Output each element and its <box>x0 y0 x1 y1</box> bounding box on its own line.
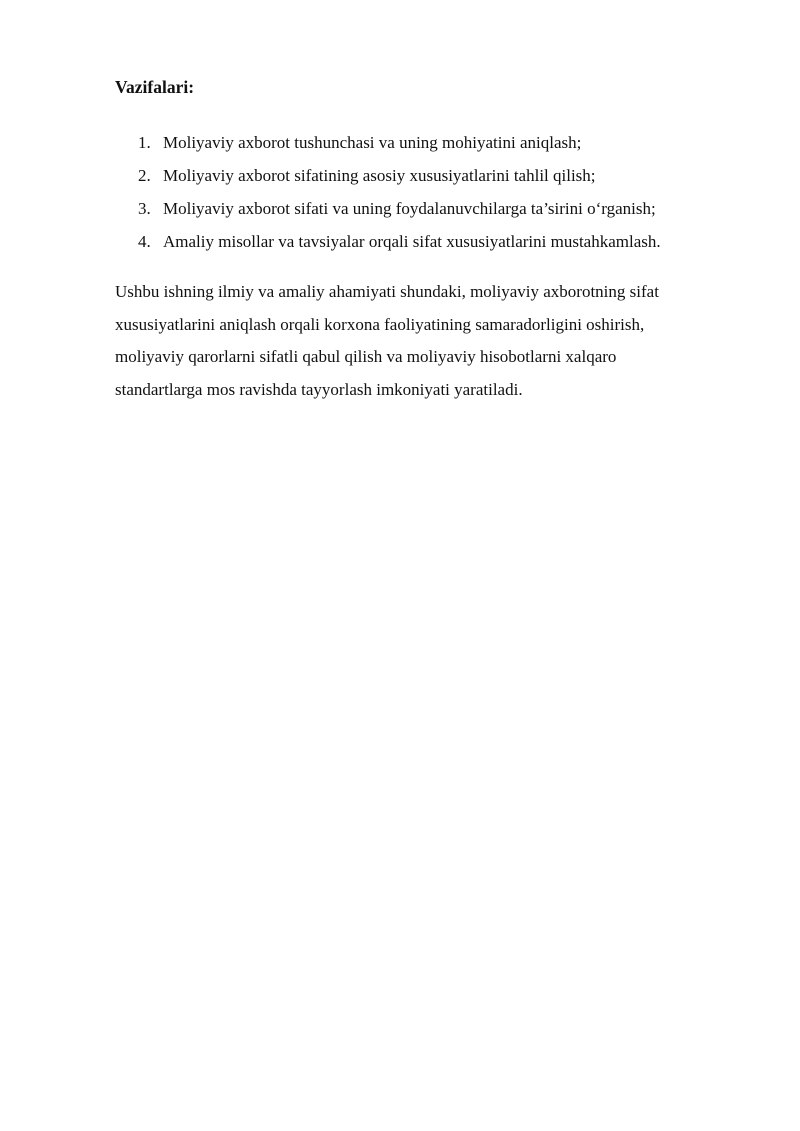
body-paragraph <box>115 276 725 406</box>
list-item-text: Amaliy misollar va tavsiyalar orqali sifat xususiyatlarini mustahkamlash. <box>163 232 661 251</box>
paragraph-line: xususiyatlarini aniqlash orqali korxona faoliyatining samaradorligini oshirish, <box>115 314 645 334</box>
list-item-number: 4. <box>138 232 151 251</box>
list-item <box>138 126 738 159</box>
list-item <box>138 159 738 192</box>
list-item-text: Moliyaviy axborot sifati va uning foydalanuvchilarga ta’sirini o‘rganish; <box>163 199 656 218</box>
list-item-number: 1. <box>138 133 151 152</box>
list-item-number: 3. <box>138 199 151 218</box>
paragraph-line: moliyaviy qarorlarni sifatli qabul qilish va moliyaviy hisobotlarni xalqaro <box>115 347 617 366</box>
list-item-number: 2. <box>138 166 151 185</box>
paragraph-line: Ushbu ishning ilmiy va amaliy ahamiyati shundaki, moliyaviy axborotning sifat <box>115 282 659 301</box>
list-item <box>138 225 738 258</box>
task-list <box>138 126 738 258</box>
paragraph-line: standartlarga mos ravishda tayyorlash imkoniyati yaratiladi. <box>115 379 523 399</box>
list-item-text: Moliyaviy axborot tushunchasi va uning mohiyatini aniqlash; <box>163 133 582 152</box>
list-item <box>138 192 738 225</box>
section-heading: Vazifalari: <box>115 77 195 97</box>
list-item-text: Moliyaviy axborot sifatining asosiy xususiyatlarini tahlil qilish; <box>163 166 596 185</box>
